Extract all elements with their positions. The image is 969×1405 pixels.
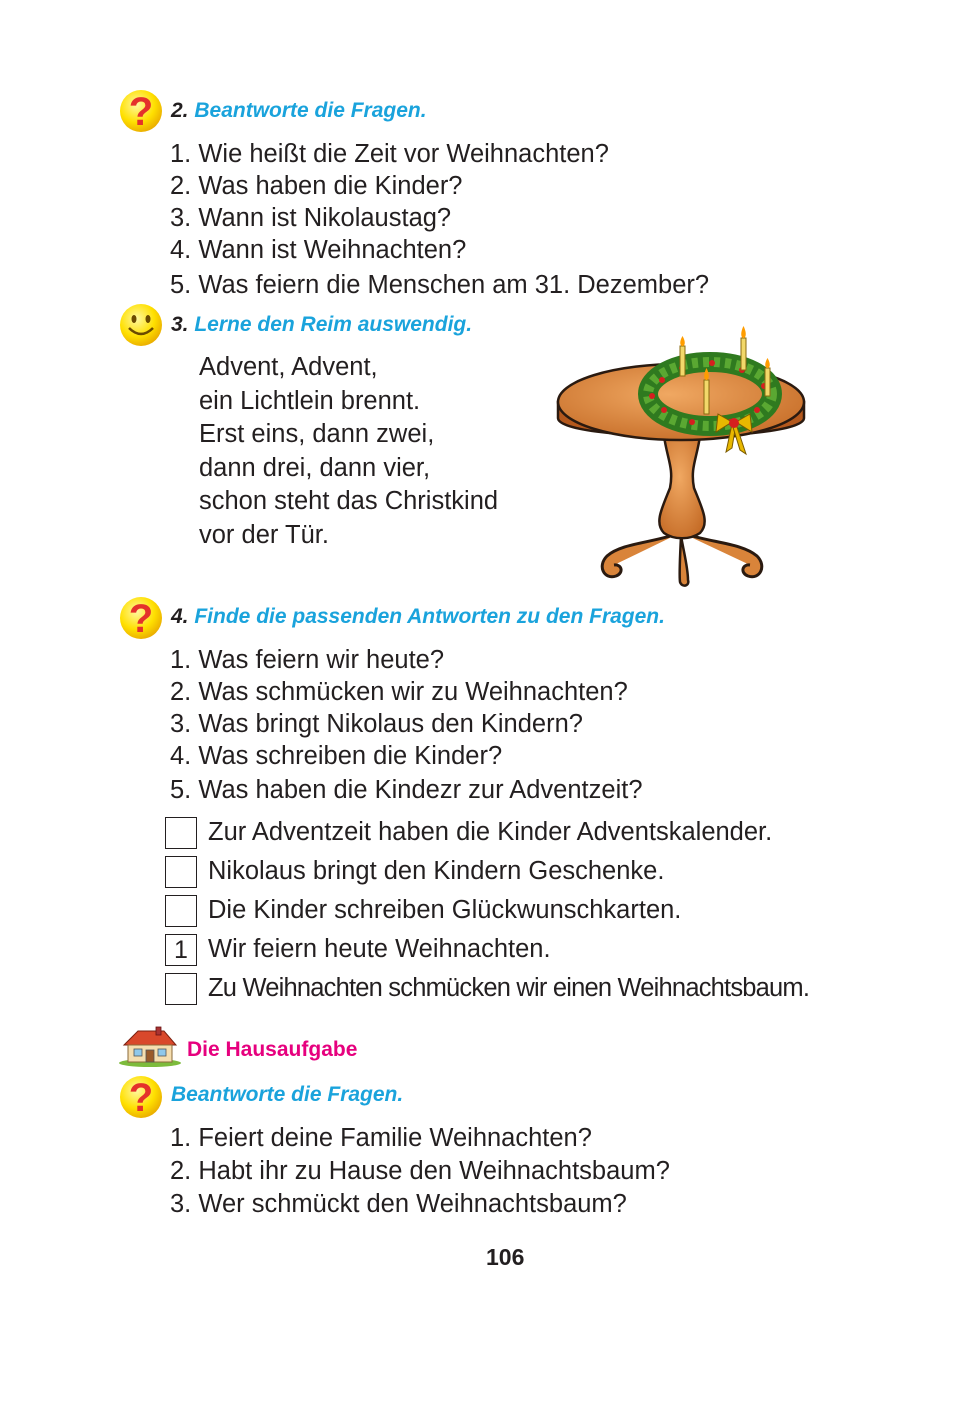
answer-box[interactable]: 1 [165, 934, 197, 966]
svg-text:?: ? [128, 90, 154, 133]
list-item: 3. Wann ist Nikolaustag? [170, 204, 452, 232]
answer-box[interactable] [165, 856, 197, 888]
exercise-2-number: 2. [171, 99, 189, 122]
list-item: 5. Was haben die Kindezr zur Adventzeit? [170, 776, 643, 804]
exercise-3-heading [171, 313, 472, 337]
list-item: 4. Wann ist Weihnachten? [170, 236, 467, 264]
page-number: 106 [486, 1244, 525, 1270]
exercise-4-heading [171, 605, 665, 629]
rhyme-line: dann drei, dann vier, [199, 453, 431, 482]
exercise-4-questions [170, 644, 643, 806]
list-item: 2. Was haben die Kinder? [170, 172, 463, 200]
answer-box[interactable] [165, 895, 197, 927]
svg-text:?: ? [128, 1076, 154, 1119]
question-icon [117, 1071, 165, 1119]
list-item: 4. Was schreiben die Kinder? [170, 742, 503, 770]
rhyme-text [199, 351, 498, 552]
exercise-4-number: 4. [171, 605, 189, 628]
list-item: 1. Was feiern wir heute? [170, 646, 445, 674]
homework-task: Beantworte die Fragen. [171, 1083, 404, 1106]
exercise-3-title: Lerne den Reim auswendig. [194, 313, 473, 336]
answer-text: Wir feiern heute Weihnachten. [208, 935, 551, 963]
list-item: 2. Habt ihr zu Hause den Weihnachtsbaum? [170, 1157, 670, 1185]
homework-title: Die Hausaufgabe [187, 1038, 358, 1061]
exercise-4-title: Finde die passenden Antworten zu den Fragen. [194, 605, 665, 628]
question-icon [117, 85, 165, 133]
question-icon [117, 592, 165, 640]
answer-row [165, 817, 865, 851]
answer-row [165, 934, 865, 968]
rhyme-line: Erst eins, dann zwei, [199, 420, 435, 448]
answer-text: Nikolaus bringt den Kindern Geschenke. [208, 857, 665, 885]
homework-questions [170, 1122, 670, 1220]
exercise-2-title: Beantworte die Fragen. [194, 99, 427, 122]
exercise-2-questions [170, 138, 709, 301]
rhyme-line: schon steht das Christkind [199, 487, 499, 515]
house-icon [118, 1023, 182, 1067]
rhyme-line: ein Lichtlein brennt. [199, 386, 421, 415]
answer-box[interactable] [165, 973, 197, 1005]
rhyme-line: vor der Tür. [199, 520, 329, 549]
answer-row [165, 895, 865, 929]
advent-wreath-table-illustration [552, 318, 810, 590]
answer-row [165, 856, 865, 890]
answer-box[interactable] [165, 817, 197, 849]
svg-text:?: ? [128, 597, 154, 640]
list-item: 2. Was schmücken wir zu Weihnachten? [170, 678, 628, 706]
list-item: 1. Feiert deine Familie Weihnachten? [170, 1124, 592, 1152]
answer-row [165, 973, 885, 1007]
rhyme-line: Advent, Advent, [199, 353, 378, 381]
list-item: 5. Was feiern die Menschen am 31. Dezember? [170, 271, 710, 299]
smiley-icon [118, 302, 164, 348]
exercise-2-heading [171, 99, 427, 123]
list-item: 3. Was bringt Nikolaus den Kindern? [170, 710, 583, 738]
answer-text: Zu Weihnachten schmücken wir einen Weihnachtsbaum. [208, 974, 810, 1002]
list-item: 3. Wer schmückt den Weihnachtsbaum? [170, 1190, 627, 1218]
list-item: 1. Wie heißt die Zeit vor Weihnachten? [170, 140, 609, 168]
answer-text: Die Kinder schreiben Glückwunschkarten. [208, 896, 682, 924]
exercise-3-number: 3. [171, 313, 189, 336]
answer-text: Zur Adventzeit haben die Kinder Adventskalender. [208, 818, 773, 846]
